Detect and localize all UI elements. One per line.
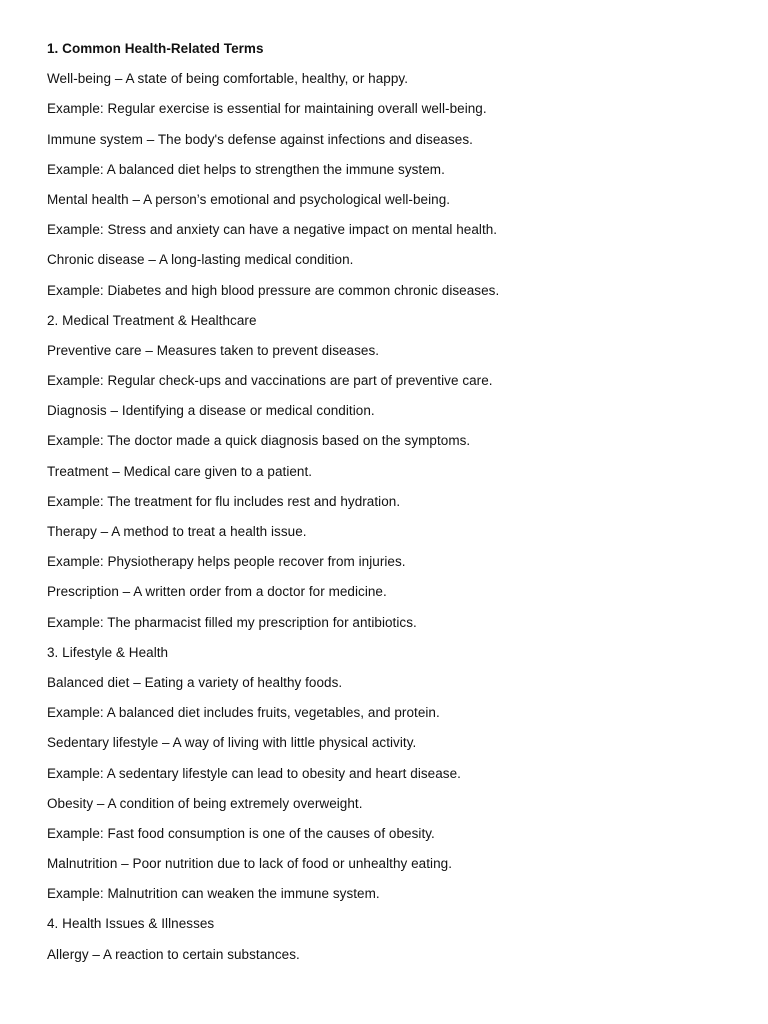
- section-heading: 3. Lifestyle & Health: [47, 644, 169, 660]
- section-heading: 1. Common Health-Related Terms: [47, 41, 264, 56]
- section-heading: 4. Health Issues & Illnesses: [47, 916, 215, 932]
- term-example: Example: Physiotherapy helps people recover from injuries.: [47, 554, 406, 570]
- term-example: Example: The pharmacist filled my prescription for antibiotics.: [47, 614, 417, 630]
- term-definition: Therapy – A method to treat a health issue.: [47, 524, 307, 539]
- term-definition: Well-being – A state of being comfortable, healthy, or happy.: [47, 71, 409, 87]
- term-example: Example: A balanced diet includes fruits, vegetables, and protein.: [47, 705, 440, 721]
- term-definition: Malnutrition – Poor nutrition due to lack of food or unhealthy eating.: [47, 856, 452, 872]
- term-definition: Chronic disease – A long-lasting medical condition.: [47, 252, 354, 268]
- term-definition: Obesity – A condition of being extremely overweight.: [47, 795, 363, 811]
- term-definition: Diagnosis – Identifying a disease or medical condition.: [47, 403, 375, 419]
- term-example: Example: Fast food consumption is one of the causes of obesity.: [47, 825, 435, 841]
- term-definition: Treatment – Medical care given to a patient.: [47, 463, 313, 479]
- term-example: Example: Malnutrition can weaken the immune system.: [47, 886, 380, 902]
- term-example: Example: The treatment for flu includes rest and hydration.: [47, 493, 401, 509]
- term-definition: Immune system – The body's defense against infections and diseases.: [47, 131, 473, 147]
- term-definition: Preventive care – Measures taken to prevent diseases.: [47, 342, 380, 358]
- section-heading: 2. Medical Treatment & Healthcare: [47, 312, 257, 328]
- term-example: Example: A sedentary lifestyle can lead to obesity and heart disease.: [47, 765, 461, 781]
- term-example: Example: A balanced diet helps to strengthen the immune system.: [47, 161, 445, 177]
- term-example: Example: Regular check-ups and vaccinations are part of preventive care.: [47, 373, 493, 389]
- term-definition: Sedentary lifestyle – A way of living with little physical activity.: [47, 735, 417, 751]
- term-example: Example: Stress and anxiety can have a negative impact on mental health.: [47, 222, 498, 238]
- document-page: [47, 40, 727, 976]
- term-example: Example: Diabetes and high blood pressure are common chronic diseases.: [47, 282, 500, 298]
- term-definition: Mental health – A person’s emotional and psychological well-being.: [47, 191, 451, 207]
- term-definition: Balanced diet – Eating a variety of healthy foods.: [47, 674, 343, 690]
- term-example: Example: Regular exercise is essential for maintaining overall well-being.: [47, 101, 487, 117]
- term-definition: Allergy – A reaction to certain substances.: [47, 946, 300, 962]
- term-definition: Prescription – A written order from a doctor for medicine.: [47, 584, 387, 600]
- term-example: Example: The doctor made a quick diagnosis based on the symptoms.: [47, 433, 471, 449]
